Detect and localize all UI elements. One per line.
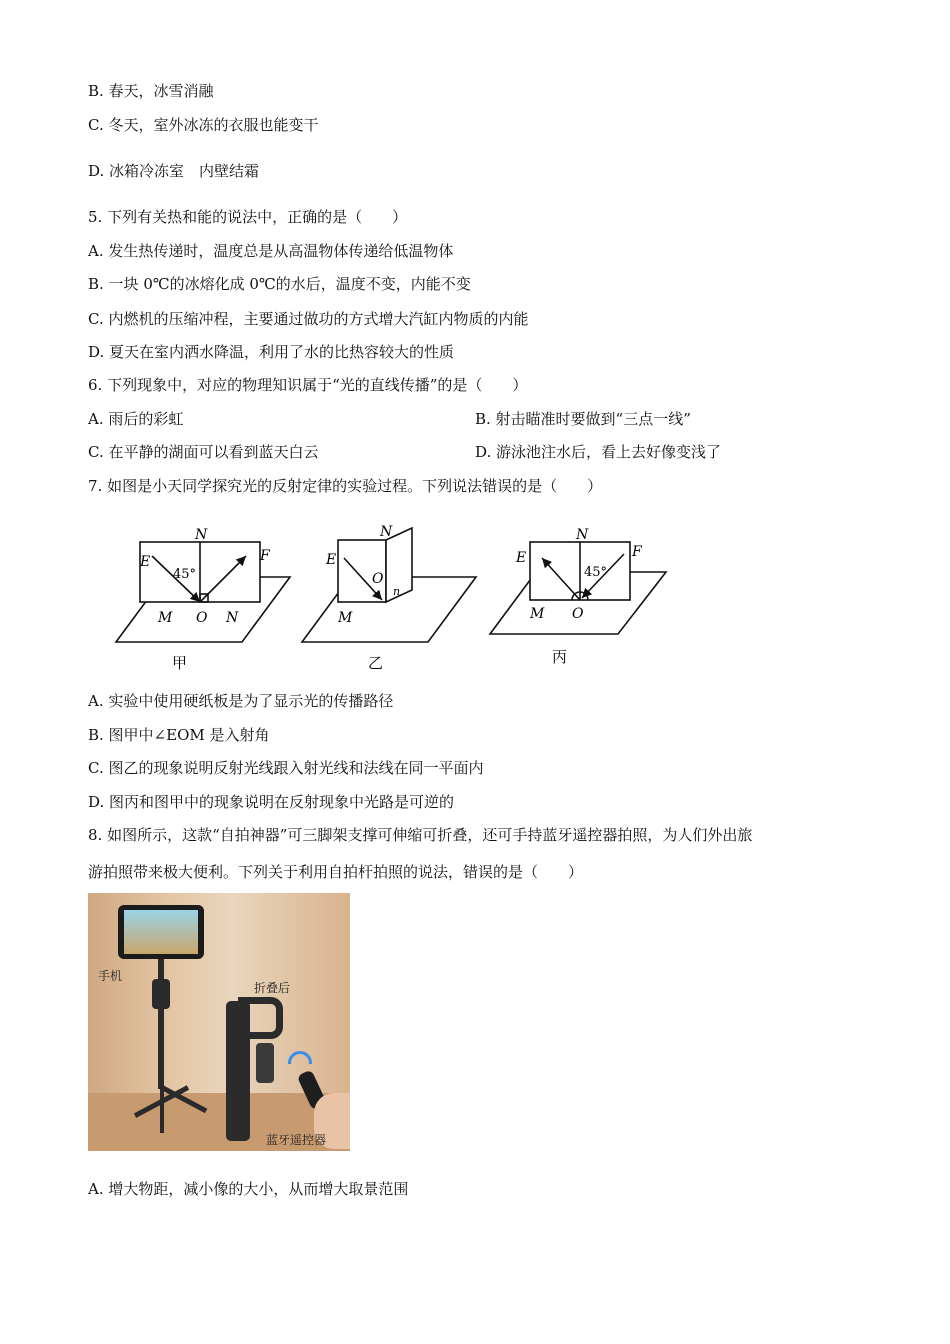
question-7-stem: 7. 如图是小天同学探究光的反射定律的实验过程。下列说法错误的是（ ）: [88, 477, 603, 495]
option-7d: D. 图丙和图甲中的现象说明在反射现象中光路是可逆的: [88, 793, 455, 811]
label-m-bing: M: [530, 606, 545, 622]
option-5d: D. 夏天在室内洒水降温，利用了水的比热容较大的性质: [88, 343, 455, 361]
option-4b: B. 春天，冰雪消融: [88, 82, 214, 100]
option-5a: A. 发生热传递时，温度总是从高温物体传递给低温物体: [88, 242, 454, 260]
label-m-yi: M: [338, 610, 353, 626]
label-f-bing: F: [632, 544, 642, 560]
label-n-bing: N: [576, 527, 589, 543]
option-5c: C. 内燃机的压缩冲程，主要通过做功的方式增大汽缸内物质的内能: [88, 310, 529, 328]
selfie-stick-photo: [88, 893, 350, 1151]
option-5b: B. 一块 0℃的冰熔化成 0℃的水后，温度不变，内能不变: [88, 275, 471, 293]
photo-label-phone: 手机: [98, 969, 123, 983]
option-6d: D. 游泳池注水后，看上去好像变浅了: [475, 443, 722, 461]
question-6-stem: 6. 下列现象中，对应的物理知识属于“光的直线传播”的是（ ）: [88, 376, 528, 394]
option-6c: C. 在平静的湖面可以看到蓝天白云: [88, 443, 319, 461]
option-6a: A. 雨后的彩虹: [88, 410, 184, 428]
label-e-yi: E: [326, 552, 337, 568]
option-7a: A. 实验中使用硬纸板是为了显示光的传播路径: [88, 692, 394, 710]
question-5-stem: 5. 下列有关热和能的说法中，正确的是（ ）: [88, 208, 408, 226]
label-o-bing: O: [572, 606, 584, 622]
label-m-jia: M: [158, 610, 173, 626]
caption-bing: 丙: [552, 648, 568, 666]
question-8-stem-line2: 游拍照带来极大便利。下列关于利用自拍杆拍照的说法，错误的是（ ）: [88, 863, 584, 881]
option-4d: D. 冰箱冷冻室 内壁结霜: [88, 162, 260, 180]
label-e-bing: E: [516, 550, 527, 566]
label-angle-jia: 45°: [173, 567, 197, 582]
label-e-jia: E: [140, 554, 151, 570]
option-7c: C. 图乙的现象说明反射光线跟入射光线和法线在同一平面内: [88, 759, 484, 777]
photo-label-folded: 折叠后: [254, 981, 291, 995]
label-o-yi: O: [372, 571, 384, 587]
option-8a: A. 增大物距，减小像的大小，从而增大取景范围: [88, 1180, 409, 1198]
option-4c: C. 冬天，室外冰冻的衣服也能变干: [88, 116, 319, 134]
label-n-lower-jia: N: [226, 610, 239, 626]
label-small-n-yi: n: [393, 585, 401, 598]
figure-yi: [302, 528, 476, 642]
option-6b: B. 射击瞄准时要做到“三点一线”: [475, 410, 691, 428]
caption-jia: 甲: [172, 654, 188, 672]
label-n-jia: N: [195, 527, 208, 543]
label-o-jia: O: [196, 610, 208, 626]
reflection-experiment-figure: [110, 520, 670, 680]
label-f-jia: F: [260, 548, 270, 564]
photo-label-remote: 蓝牙遥控器: [266, 1133, 327, 1147]
caption-yi: 乙: [368, 654, 384, 672]
label-angle-bing: 45°: [584, 565, 608, 580]
label-n-yi: N: [380, 524, 393, 540]
phone-image: [118, 905, 204, 959]
bluetooth-signal-icon: [288, 1051, 312, 1064]
question-8-stem-line1: 8. 如图所示，这款“自拍神器”可三脚架支撑可伸缩可折叠，还可手持蓝牙遥控器拍照，为人们外出旅: [88, 826, 753, 844]
option-7b: B. 图甲中∠EOM 是入射角: [88, 726, 270, 744]
